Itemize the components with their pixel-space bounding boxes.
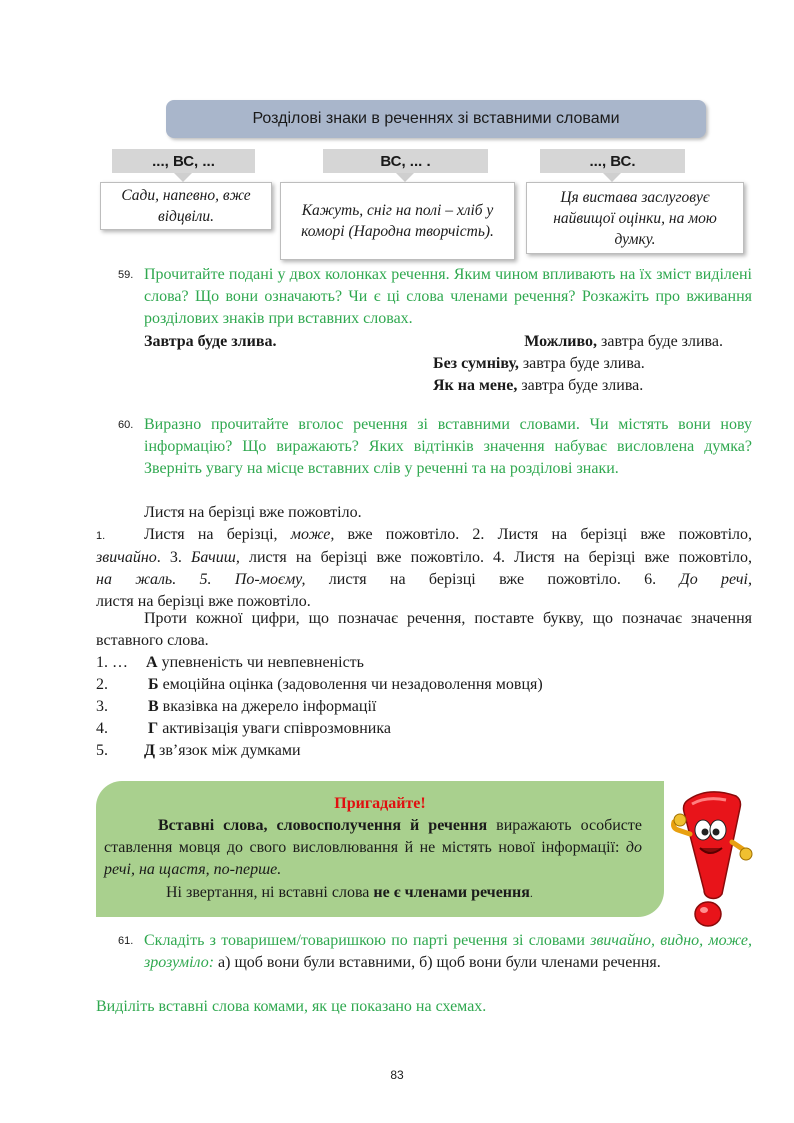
line-rest: завтра буде злива.: [517, 377, 644, 394]
sentence-text: листя на берізці вже пожовтіло. 6.: [305, 571, 680, 588]
ex60-base-sentence: Листя на берізці вже пожовтіло.: [144, 504, 362, 521]
reminder-text: Ні звертання, ні вставні слова: [166, 884, 374, 901]
exclamation-mascot-icon: [670, 790, 756, 930]
introductory-word: До речі,: [679, 571, 752, 588]
introductory-word: Як на мене,: [433, 377, 518, 394]
exercise-60-task: Виразно прочитайте вголос речення зі вставними словами. Чи містять вони нову інформацію? Що виражають? Яких відтінків значення набуває висловлена думка? Зверніть увагу на місце вставних слів у реченні та на розділові знаки.: [144, 416, 752, 477]
ex59-left-sentence: Завтра буде злива.: [144, 333, 277, 350]
pattern-box-1: ..., ВС, ...: [112, 149, 255, 173]
introductory-word: Можливо,: [524, 333, 598, 350]
introductory-word: може,: [290, 526, 335, 543]
arrow-down-icon: [603, 173, 621, 182]
example-text-1: Сади, напевно, вже відцвіли.: [121, 187, 251, 225]
task-text: а) щоб вони були вставними, б) щоб вони були членами речення.: [214, 954, 661, 971]
sentence-text: листя на берізці вже пожовтіло.: [96, 593, 311, 610]
option-letter: Д: [144, 742, 156, 759]
sentence-text: . 3.: [156, 549, 191, 566]
option-row: [96, 652, 696, 674]
sentence-text: вже пожовтіло. 2. Листя на берізці вже пожовтіло,: [334, 526, 753, 543]
ex59-line-2: [433, 353, 645, 375]
sentence-text: Листя на берізці,: [144, 526, 291, 543]
page-number: 83: [390, 1068, 404, 1082]
key-phrase: не є членами речення: [373, 884, 530, 901]
option-row: [96, 696, 696, 718]
exercise-number-59: 59.: [118, 269, 134, 281]
pattern-box-3: ..., ВС.: [540, 149, 685, 173]
option-number: 2.: [96, 676, 108, 693]
exercise-number-60: 60.: [118, 419, 134, 431]
option-number: 4.: [96, 720, 108, 737]
introductory-word: на жаль. 5. По-моєму,: [96, 571, 306, 588]
arrow-down-icon: [174, 173, 192, 182]
exercise-61-task: [144, 930, 752, 974]
reminder-examples: до речі, на щастя, по-перше.: [104, 839, 642, 878]
reminder-paragraph-1: [96, 815, 664, 881]
option-text: зв’язок між думками: [155, 742, 301, 759]
ex59-right-column: [433, 331, 723, 353]
reminder-text: .: [529, 886, 533, 900]
option-row: [96, 674, 696, 696]
option-text: активізація уваги співрозмовника: [158, 720, 391, 737]
ex59-line-3: [433, 375, 643, 397]
task-words: звичайно, видно, може, зрозуміло:: [144, 932, 752, 971]
option-text: емоційна оцінка (задоволення чи незадоволення мовця): [158, 676, 543, 693]
ex60-options: [96, 652, 696, 762]
option-row: [96, 718, 696, 740]
ex60-sentences: [96, 524, 752, 613]
ex60-instruction: Проти кожної цифри, що позначає речення, поставте букву, що позначає значення вставного слова.: [96, 610, 752, 649]
option-row: [96, 740, 696, 762]
list-number: 1.: [96, 530, 106, 542]
reminder-paragraph-2: [96, 882, 664, 904]
exercise-61-final: Виділіть вставні слова комами, як це показано на схемах.: [96, 998, 487, 1015]
reminder-text: виражають особисте ставлення мовця до свого висловлювання й не містять нової інформації:: [104, 817, 642, 856]
key-phrase: Вставні слова, словосполучення й речення: [158, 817, 488, 834]
line-rest: завтра буде злива.: [518, 355, 645, 372]
introductory-word: Бачиш,: [190, 549, 240, 566]
option-number: 5.: [96, 742, 108, 759]
option-text: вказівка на джерело інформації: [158, 698, 377, 715]
exercise-59-task: Прочитайте подані у двох колонках речення. Яким чином впливають на їх зміст виділені слова? Що вони означають? Чи є ці слова членами речення? Розкажіть про вживання розділових знаків при вставних словах.: [144, 266, 752, 327]
example-text-2: Кажуть, сніг на полі – хліб у коморі (Народна творчість).: [301, 202, 494, 240]
example-box-3: [526, 182, 744, 254]
reminder-title: Пригадайте!: [334, 795, 426, 812]
option-letter: Б: [148, 676, 159, 693]
option-number: 1. …: [96, 654, 128, 671]
arrow-down-icon: [396, 173, 414, 182]
task-text: Складіть з товаришем/товаришкою по парті речення зі словами: [144, 932, 591, 949]
example-text-3: Ця вистава заслуговує найвищої оцінки, на мою думку.: [553, 188, 717, 248]
pattern-box-2: ВС, ... .: [323, 149, 488, 173]
option-letter: В: [148, 698, 159, 715]
option-letter: А: [146, 654, 158, 671]
option-letter: Г: [148, 720, 159, 737]
introductory-word: звичайно: [96, 549, 157, 566]
scheme-title: Розділові знаки в реченнях зі вставними словами: [166, 100, 706, 138]
introductory-word: Без сумніву,: [433, 355, 519, 372]
option-number: 3.: [96, 698, 108, 715]
option-text: упевненість чи невпевненість: [157, 654, 364, 671]
line-rest: завтра буде злива.: [597, 333, 723, 350]
example-box-1: [100, 182, 272, 230]
example-box-2: [280, 182, 515, 260]
sentence-text: листя на берізці вже пожовтіло. 4. Листя на берізці вже пожовтіло,: [239, 549, 753, 566]
exercise-number-61: 61.: [118, 935, 134, 947]
ex59-line-1: [433, 331, 723, 353]
reminder-box: [96, 781, 664, 917]
